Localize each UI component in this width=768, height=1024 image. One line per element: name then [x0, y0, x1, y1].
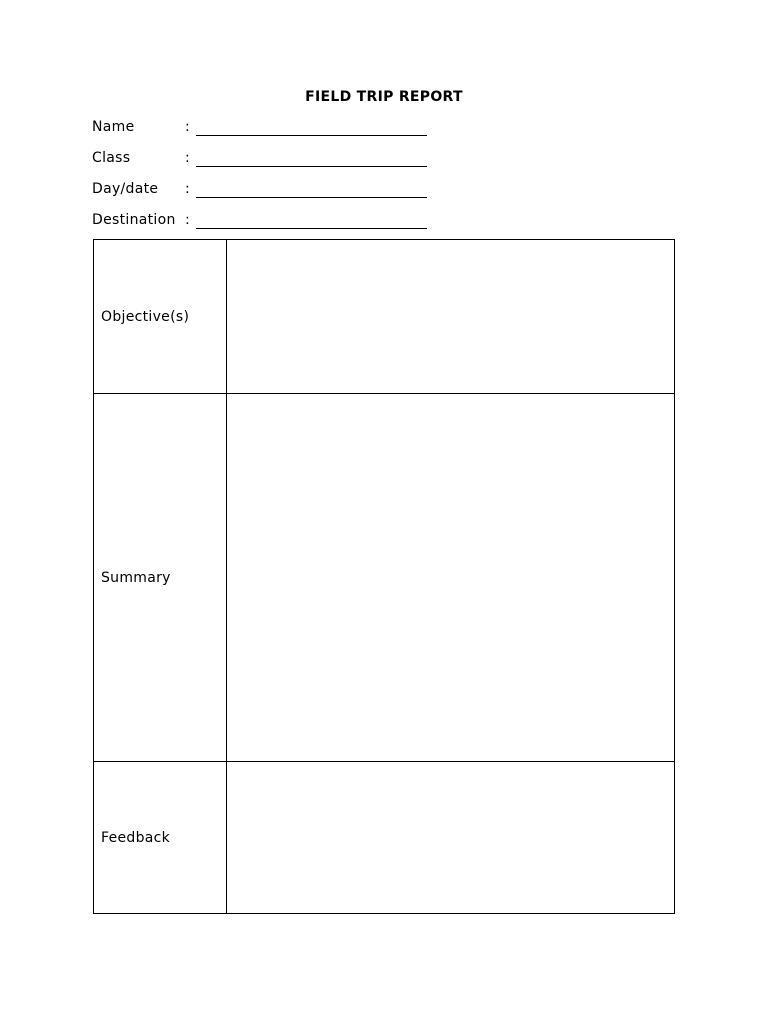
field-date-colon: :: [185, 181, 190, 197]
field-destination-label: Destination: [92, 212, 176, 228]
section-feedback: [94, 762, 674, 913]
field-destination-colon: :: [185, 212, 190, 228]
section-objectives-label: Objective(s): [101, 308, 190, 325]
section-objectives-label-cell: [94, 240, 227, 393]
field-name-colon: :: [185, 119, 190, 135]
section-feedback-label: Feedback: [101, 829, 171, 846]
section-objectives: [94, 240, 674, 394]
section-summary: [94, 394, 674, 762]
section-summary-content[interactable]: [227, 394, 674, 761]
section-objectives-content[interactable]: [227, 240, 674, 393]
field-destination-blank[interactable]: [196, 228, 427, 229]
field-class-label: Class: [92, 150, 131, 166]
report-table: [93, 239, 675, 914]
section-summary-label-cell: [94, 394, 227, 761]
section-feedback-content[interactable]: [227, 762, 674, 913]
field-date-label: Day/date: [92, 181, 159, 197]
field-name-blank[interactable]: [196, 135, 427, 136]
field-name-label: Name: [92, 119, 135, 135]
section-summary-label: Summary: [101, 569, 171, 586]
field-class-blank[interactable]: [196, 166, 427, 167]
field-class-colon: :: [185, 150, 190, 166]
field-date-blank[interactable]: [196, 197, 427, 198]
page-title: FIELD TRIP REPORT: [305, 89, 463, 105]
section-feedback-label-cell: [94, 762, 227, 913]
